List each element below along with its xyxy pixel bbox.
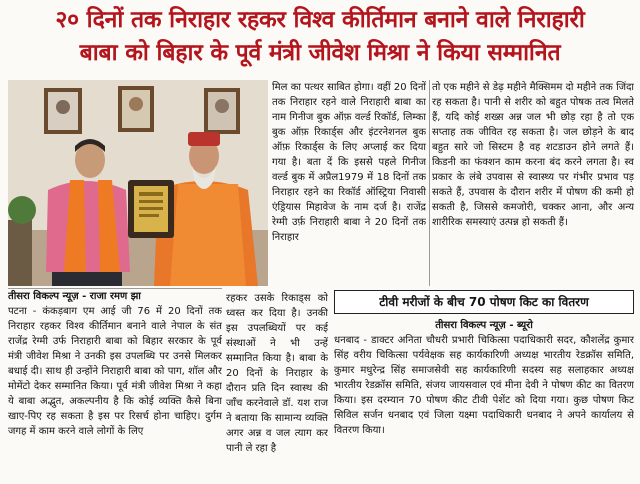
article-column-2-top: [272, 80, 426, 290]
column-divider: [429, 80, 430, 286]
tb-article: [334, 318, 634, 480]
tb-article-title: टीवी मरीजों के बीच 70 पोषण किट का वितरण: [334, 290, 634, 314]
tb-article-byline: तीसरा विकल्प न्यूज़ - ब्यूरो: [435, 320, 533, 331]
byline-rule: [8, 288, 222, 289]
article-text-3: रहकर उसके रिकाड्‌स को ध्वस्त कर दिया है। उनकी इस उपलब्धियों पर कई संस्थाओं ने भी उन्हें सम्मानित किया है। बाबा के 20 दिनों के निराहार के दौरान प्रति दिन स्वास्थ की जाँच करनेवाले डॉ. यश राज ने बताया कि सामान्य व्यक्ति अगर अन्न व जल त्याग कर पानी ले रहा है: [226, 293, 328, 454]
article-column-1: [8, 289, 222, 479]
article-column-2-bottom: [226, 291, 328, 479]
headline-line-1: २० दिनों तक निराहार रहकर विश्व कीर्तिमान बनाने वाले निराहारी: [55, 7, 585, 33]
article-text-1: पटना - कंकड़बाग एम आई जी 76 में 20 दिनों तक निराहार रहकर विश्व कीर्तिमान बनाने वाले नेपाल के संत राजेंद्र रेग्मी उर्फ निराहारी बाबा को बिहार सरकार के पूर्व मंत्री जीवेश मिश्रा ने उनकी इस उपलब्धि पर उनसे मिलकर बधाई दी। साथ ही उन्होंने निराहारी बाबा को पाग, शॉल और मोमेंटो देकर सम्मानित किया। पूर्व मंत्री जीवेश मिश्रा ने कहा ये बाबा अद्भुत, अकल्पनीय है कि कोई व्यक्ति कैसे बिना खाए-पिए रह सकता है इस पर रिसर्च होना चाहिए। दुर्गम जगह में काम करने वाले लोगों के लिए: [8, 306, 222, 437]
headline-line-2: बाबा को बिहार के पूर्व मंत्री जीवेश मिश्रा ने किया सम्मानित: [79, 40, 561, 66]
article-text-4: तो एक महीने से डेढ़ महीने मैक्सिमम दो महीने तक जिंदा रह सकता है। पानी से शरीर को बहुत पोषक तत्व मिलते हैं, यदि कोई शख्स अन्न जल भी छोड़ रहा है तो एक सप्ताह तक जीवित रह सकता है। जल छोड़ने के बाद बहुत सारे जो सिस्टम है वह शटडाउन होने लगते हैं। किडनी का फंक्शन काम करना बंद करने लगता है। स्व प्रकार के लंबे उपवास से स्वास्थ्य पर गंभीर प्रभाव पड़ सकते हैं, उपवास के दौरान शरीर में पोषण की कमी हो सकती है, जिससे कमजोरी, चक्कर आना, और अन्य शारीरिक समस्याएं उत्पन्न हो सकती हैं।: [432, 82, 634, 228]
article-column-3: [432, 80, 634, 286]
tb-article-text: धनबाद - डाक्टर अनिता चौधरी प्रभारी चिकित्सा पदाधिकारी सदर, कौशलेंद्र कुमार सिंह वरीय चिकित्सा पर्यवेक्षक सह कार्यकारिणी अध्यक्ष भारतीय रेडक्रॉस समिति, कुमार मधुरेन्द्र सिंह समाजसेवी सह कार्यकारिणी सदस्य सह सलाहकार अध्यक्ष भारतीय रेडक्रॉस समिति, संजय जायसवाल एवं मीना देवी ने पोषण कीट का वितरण किया। इस दरम्यान 70 पोषण कीट टीवी पेशेंट को दिया गया। कुछ पोषण किट सिविल सर्जन धनबाद एवं जिला यक्ष्मा पदाधिकारी धनबाद ने अपने कार्यालय से वितरण किया।: [334, 335, 634, 436]
headline: [6, 4, 634, 74]
news-photo: [8, 80, 268, 286]
article-text-2: मिल का पत्थर साबित होगा। वहीं 20 दिनों तक निराहार रहने वाले निराहारी बाबा का नाम गिनीज बुक ऑफ़ वर्ल्ड रिकॉर्ड, लिम्का बुक ऑफ़ रिकार्ड्स और इंटरनेशनल बुक ऑफ़ रिकार्ड्स के लिए अप्लाई कर दिया गया है। बता दें कि इससे पहले गिनीज वर्ल्ड बुक में अप्रैल1979 में 18 दिनों तक निराहार रहने का रिकॉर्ड ऑस्ट्रिया निवासी एंड्रियास मिहावेज के नाम दर्ज है। राजेंद्र रेग्मी उर्फ़ निराहारी बाबा ने 20 दिनों तक निराहार: [272, 82, 426, 243]
article-byline: तीसरा विकल्प न्यूज़ - राजा रमण झा: [8, 291, 141, 302]
news-photo-illustration: [8, 80, 268, 286]
